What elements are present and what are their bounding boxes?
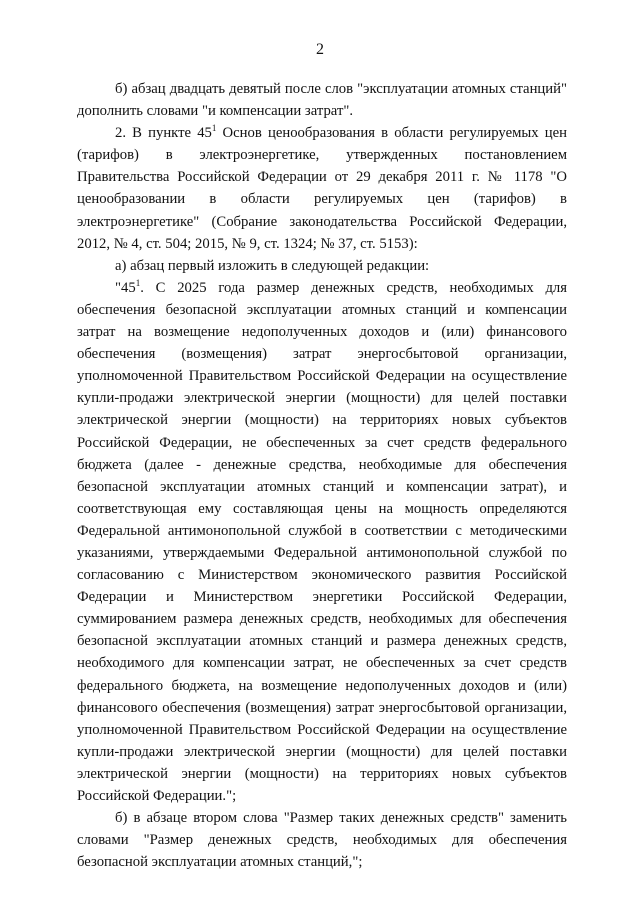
paragraph-item-2 [77, 122, 567, 255]
paragraph-amendment-b-clause: б) абзац двадцать девятый после слов "эксплуатации атомных станций" дополнить словами "и компенсации затрат". [77, 81, 567, 120]
paragraph-subitem-b: б) в абзаце втором слова "Размер таких денежных средств" заменить словами "Размер денежных средств, необходимых для обеспечения безопасной эксплуатации атомных станций,"; [77, 810, 567, 871]
paragraph-new-wording-45-1 [77, 277, 567, 807]
paragraph-new-wording-start: "45 [115, 279, 136, 296]
superscript-index: 1 [211, 123, 217, 134]
paragraph-item-2-start: 2. В пункте 45 [115, 125, 212, 142]
document-body [77, 78, 567, 873]
paragraph-item-2-end: Основ ценообразования в области регулируемых цен (тарифов) в электроэнергетике, утвержденных постановлением Правительства Российской Федерации от 29 декабря 2011 г. № 1178 "О ценообразовании в области регулируемых цен (тарифов) в электроэнергетике" (Собрание законодательства Российской Федерации, 2012, № 4, ст. 504; 2015, № 9, ст. 1324; № 37, ст. 5153): [77, 125, 567, 252]
superscript-index: 1 [135, 277, 141, 288]
page-number: 2 [316, 41, 324, 58]
paragraph-subitem-a: а) абзац первый изложить в следующей редакции: [115, 257, 430, 274]
paragraph-new-wording-end: . С 2025 года размер денежных средств, необходимых для обеспечения безопасной эксплуатации атомных станций и компенсации затрат на возмещение недополученных доходов и (или) финансового обеспечения (возмещения) затрат энергосбытовой организации, уполномоченной Правительством Российской Федерации на осуществление купли-продажи электрической энергии (мощности) для целей поставки электрической энергии (мощности) на территориях новых субъектов Российской Федерации, не обеспеченных за счет средств федерального бюджета (далее - денежные средства, необходимые для обеспечения безопасной эксплуатации атомных станций и компенсации затрат), и соответствующая ему составляющая цены на мощность определяются Федеральной антимонопольной службой в соответствии с методическими указаниями, утверждаемыми Федеральной антимонопольной службой по согласованию с Министерством экономического развития Российской Федерации и Министерством энергетики Российской Федерации, суммированием размера денежных средств, необходимых для обеспечения безопасной эксплуатации атомных станций и размера денежных средств, необходимого для компенсации затрат, не обеспеченных за счет средств федерального бюджета, на возмещение недополученных доходов и (или) финансового обеспечения (возмещения) затрат энергосбытовой организации, уполномоченной Правительством Российской Федерации на осуществление купли-продажи электрической энергии (мощности) для целей поставки электрической энергии (мощности) на территориях новых субъектов Российской Федерации."; [77, 279, 567, 804]
